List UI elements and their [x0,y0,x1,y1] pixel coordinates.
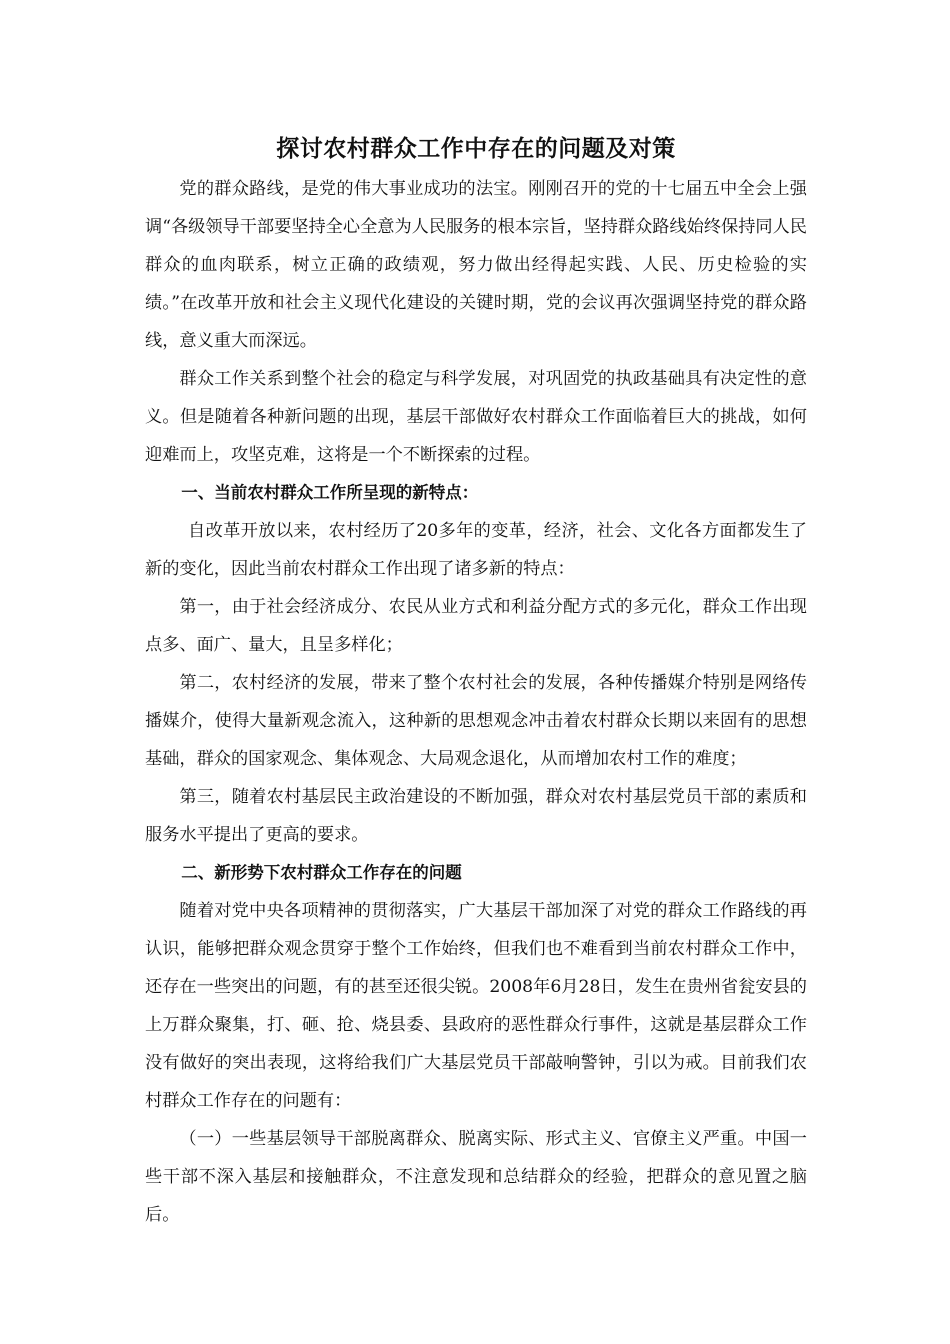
section-1-heading: 一、当前农村群众工作所呈现的新特点： [181,483,479,502]
section-2-paragraph-1: 随着对党中央各项精神的贯彻落实，广大基层干部加深了对党的群众工作路线的再认识，能够把群众观念贯穿于整个工作始终，但我们也不难看到当前农村群众工作中，还存在一些突出的问题，有的甚至还很尖锐。2008年6月28日，发生在贵州省瓮安县的上万群众聚集，打、砸、抢、烧县委、县政府的恶性群众行事件，这就是基层群众工作没有做好的突出表现，这将给我们广大基层党员干部敲响警钟，引以为戒。目前我们农村群众工作存在的问题有： [145,901,807,1111]
document-body [145,170,807,1234]
intro-paragraph-2: 群众工作关系到整个社会的稳定与科学发展，对巩固党的执政基础具有决定性的意义。但是随着各种新问题的出现，基层干部做好农村群众工作面临着巨大的挑战，如何迎难而上，攻坚克难，这将是一个不断探索的过程。 [145,369,807,465]
document-title: 探讨农村群众工作中存在的问题及对策 [276,136,676,162]
section-2-paragraph-2: （一）一些基层领导干部脱离群众、脱离实际、形式主义、官僚主义严重。中国一些干部不深入基层和接触群众，不注意发现和总结群众的经验，把群众的意见置之脑后。 [145,1129,807,1225]
section-2-heading: 二、新形势下农村群众工作存在的问题 [181,863,462,882]
section-1-paragraph-1: 自改革开放以来，农村经历了20多年的变革，经济，社会、文化各方面都发生了新的变化，因此当前农村群众工作出现了诸多新的特点： [145,521,807,579]
section-1-paragraph-2: 第一，由于社会经济成分、农民从业方式和利益分配方式的多元化，群众工作出现点多、面广、量大，且呈多样化； [145,597,807,655]
section-1-paragraph-3: 第二，农村经济的发展，带来了整个农村社会的发展，各种传播媒介特别是网络传播媒介，使得大量新观念流入，这种新的思想观念冲击着农村群众长期以来固有的思想基础，群众的国家观念、集体观念、大局观念退化，从而增加农村工作的难度； [145,673,807,769]
section-1-paragraph-4: 第三，随着农村基层民主政治建设的不断加强，群众对农村基层党员干部的素质和服务水平提出了更高的要求。 [145,787,807,845]
intro-paragraph-1: 党的群众路线，是党的伟大事业成功的法宝。刚刚召开的党的十七届五中全会上强调“各级领导干部要坚持全心全意为人民服务的根本宗旨，坚持群众路线始终保持同人民群众的血肉联系，树立正确的政绩观，努力做出经得起实践、人民、历史检验的实绩。”在改革开放和社会主义现代化建设的关键时期，党的会议再次强调坚持党的群众路线，意义重大而深远。 [145,179,807,351]
